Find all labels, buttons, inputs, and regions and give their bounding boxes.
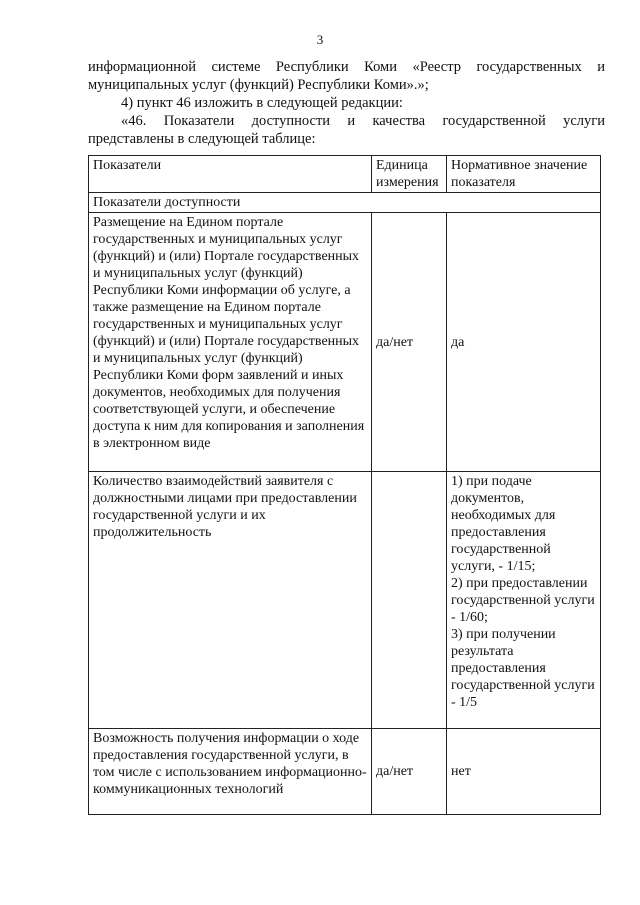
intro-text <box>88 58 605 148</box>
unit-cell: да/нет <box>372 729 447 815</box>
table-header-row <box>89 156 601 193</box>
header-unit: Единица измерения <box>372 156 447 193</box>
intro-paragraph-2: 4) пункт 46 изложить в следующей редакции: <box>121 95 403 111</box>
unit-cell <box>372 472 447 729</box>
value-cell: нет <box>447 729 601 815</box>
table-section-row <box>89 193 601 213</box>
table-row <box>89 472 601 729</box>
unit-cell: да/нет <box>372 213 447 472</box>
value-list-item: 1) при подаче документов, необходимых для предоставления государственной услуги, - 1/15; <box>451 474 556 574</box>
header-normative-value: Нормативное значение показателя <box>447 156 601 193</box>
table-row <box>89 729 601 815</box>
indicator-cell: Возможность получения информации о ходе предоставления государственной услуги, в том числе с использованием информационно-коммуникационных технологий <box>89 729 372 815</box>
value-cell: да <box>447 213 601 472</box>
indicator-cell: Размещение на Едином портале государственных и муниципальных услуг (функций) и (или) Портале государственных и муниципальных услуг (функций) Республики Коми информации об услуге, а также размещение на Едином портале государственных и муниципальных услуг (функций) и (или) Портале государственных и муниципальных услуг (функций) Республики Коми форм заявлений и иных документов, необходимых для получения соответствующей услуги, и обеспечение доступа к ним для копирования и заполнения в электронном виде <box>89 213 372 472</box>
section-title: Показатели доступности <box>89 193 601 213</box>
indicator-cell: Количество взаимодействий заявителя с должностными лицами при предоставлении государственной услуги и их продолжительность <box>89 472 372 729</box>
header-indicators: Показатели <box>89 156 372 193</box>
intro-paragraph-3: «46. Показатели доступности и качества государственной услуги представлены в следующей таблице: <box>88 113 605 147</box>
intro-paragraph-1: информационной системе Республики Коми «Реестр государственных и муниципальных услуг (функций) Республики Коми».»; <box>88 59 605 93</box>
value-cell <box>447 472 601 729</box>
indicators-table <box>88 155 601 815</box>
page-number: 3 <box>316 32 324 47</box>
value-list-item: 3) при получении результата предоставления государственной услуги - 1/5 <box>451 627 595 710</box>
value-list-item: 2) при предоставлении государственной услуги - 1/60; <box>451 576 595 625</box>
table-row <box>89 213 601 472</box>
